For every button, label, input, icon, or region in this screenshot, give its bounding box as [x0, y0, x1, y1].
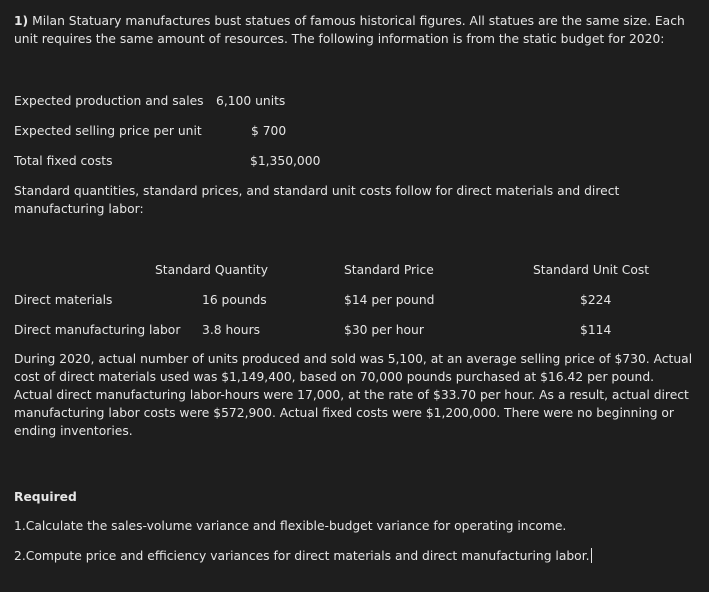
standards-intro: Standard quantities, standard prices, and standard unit costs follow for direct materials and direct manufacturing labor: [14, 184, 620, 216]
required-item-2-text: 2.Compute price and efficiency variances for direct materials and direct manufacturing labor. [14, 549, 590, 563]
budget-label-fixed-costs: Total fixed costs [14, 154, 113, 168]
row-label-direct-labor: Direct manufacturing labor [14, 323, 181, 337]
direct-materials-price: $14 per pound [344, 293, 435, 307]
required-item-2[interactable] [14, 547, 592, 565]
direct-materials-unit-cost: $224 [580, 293, 612, 307]
header-standard-unit-cost: Standard Unit Cost [533, 263, 650, 277]
direct-labor-unit-cost: $114 [580, 323, 612, 337]
direct-materials-quantity: 16 pounds [202, 293, 267, 307]
actual-results: During 2020, actual number of units produced and sold was 5,100, at an average selling price of $730. Actual cost of direct materials used was $1,149,400, based on 70,000 pounds purchased at $16.42 per pound. Actual direct manufacturing labor-hours were 17,000, at the rate of $33.70 per hour. As a result, actual direct manufacturing labor costs were $572,900. Actual fixed costs were $1,200,000. There were no beginning or ending inventories. [14, 352, 693, 438]
problem-statement [14, 12, 694, 48]
row-label-direct-materials: Direct materials [14, 293, 113, 307]
problem-intro: Milan Statuary manufactures bust statues of famous historical figures. All statues are the same size. Each unit requires the same amount of resources. The following information is from the static budget for 2020: [14, 14, 685, 46]
budget-value-production: 6,100 units [216, 94, 286, 108]
budget-value-fixed-costs: $1,350,000 [250, 154, 321, 168]
direct-labor-price: $30 per hour [344, 323, 424, 337]
text-cursor [591, 548, 592, 563]
budget-label-production: Expected production and sales [14, 94, 204, 108]
required-item-1: 1.Calculate the sales-volume variance and flexible-budget variance for operating income. [14, 519, 567, 533]
problem-number: 1) [14, 14, 29, 28]
budget-label-price: Expected selling price per unit [14, 124, 202, 138]
budget-value-price: $ 700 [251, 124, 287, 138]
direct-labor-quantity: 3.8 hours [202, 323, 261, 337]
required-heading: Required [14, 490, 77, 504]
header-standard-quantity: Standard Quantity [155, 263, 268, 277]
header-standard-price: Standard Price [344, 263, 434, 277]
